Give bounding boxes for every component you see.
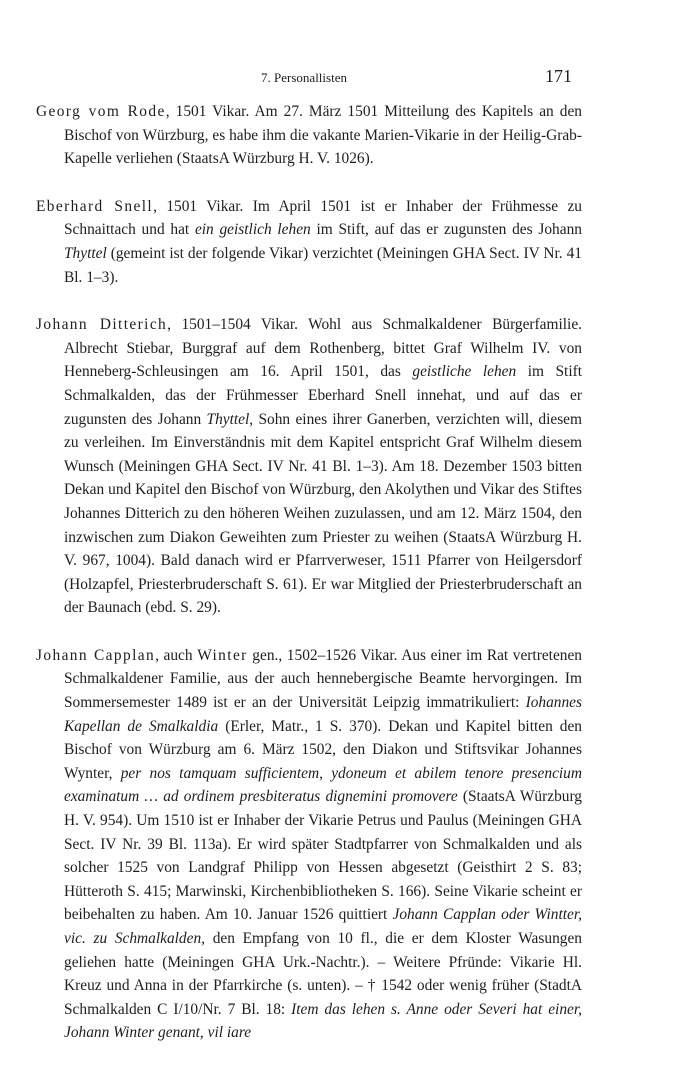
entry-text: (Erler, Matr., 1 S. 370). Dekan und Kapitel bitten den Bischof von Würzburg am 6. März 1502, den Diakon und Stiftsvikar Johannes Wynter,: [64, 717, 583, 782]
entry-text: , 1501 Vikar. Am 27. März 1501 Mitteilung des Kapitels an den Bischof von Würzburg, es habe ihm die vakante Marien-Vikarie in der Heilig-Grab-Kapelle verliehen (StaatsA Würzburg H. V. 1026).: [64, 103, 582, 168]
entry-text: den Empfang von 10 fl., die er dem Kloster Wasungen geliehen hatte (Meiningen GHA Urk.-Nachtr.). – Weitere Pfründe: Vikarie Hl. Kreuz und Anna in der Pfarrkirche (s. unten). – † 1542 oder wenig früher (StadtA Schmalkalden C I/10/Nr. 7 Bl. 18:: [64, 930, 582, 1018]
entry-name: Georg vom Rode: [36, 103, 166, 120]
italic-quote: per nos tamquam sufficientem, ydoneum et abilem tenore presencium examinatum … ad ordinem presbiteratus dignemini promovere: [64, 764, 582, 806]
entry-georg-vom-rode: [36, 100, 582, 171]
entry-name: Johann Capplan: [36, 646, 156, 664]
entry-text: gen., 1502–1526 Vikar. Aus einer im Rat vertretenen Schmalkaldener Familie, aus der auch hennebergische Beamte hervorgingen. Im Sommersemester 1489 ist er an der Universität Leipzig immatrikuliert:: [64, 646, 582, 712]
entry-text: Sohn eines ihrer Ganerben, verzichten will, diesem zu verleihen. Im Einverständnis mit dem Kapitel entspricht Graf Wilhelm diesem Wunsch (Meiningen GHA Sect. IV Nr. 41 Bl. 1–3). Am 18. Dezember 1503 bitten Dekan und Kapitel den Bischof von Würzburg, den Akolythen und Vikar des Stiftes Johannes Ditterich zu den höheren Weihen zuzulassen, und am 12. März 1504, den inzwischen zum Diakon Geweihten zum Priester zu weihen (StaatsA Würzburg H. V. 967, 1004). Bald danach wird er Pfarrverweser, 1511 Pfarrer von Heilgersdorf (Holzapfel, Priesterbruderschaft S. 61). Er war Mitglied der Priesterbruderschaft an der Baunach (ebd. S. 29).: [64, 410, 582, 617]
italic-quote: geistliche lehen: [412, 363, 517, 381]
entry-eberhard-snell: [36, 195, 582, 289]
running-header: 7. Personallisten: [261, 70, 347, 85]
italic-quote: Iohannes Kapellan de Smalkaldia: [64, 694, 582, 735]
italic-quote: Johann Capplan oder Wintter, vic. zu Schmalkalden,: [64, 906, 582, 947]
entry-text: , 1501 Vikar. Im April 1501 ist er Inhaber der Frühmesse zu Schnaittach und hat: [64, 197, 582, 239]
page-number: 171: [545, 66, 572, 86]
italic-quote: ein geistlich lehen: [194, 221, 311, 239]
entry-text: im Stift Schmalkalden, das der Frühmesser Eberhard Snell innehat, und auf das er zugunsten des Johann: [64, 363, 582, 428]
entry-johann-capplan: [36, 644, 582, 1045]
entry-name: Johann Ditterich: [36, 316, 168, 334]
entry-name: Eberhard Snell: [36, 197, 154, 215]
entry-johann-ditterich: [36, 313, 582, 620]
entry-text: , 1501–1504 Vikar. Wohl aus Schmalkaldener Bürgerfamilie. Albrecht Stiebar, Burggraf auf dem Rothenberg, bittet Graf Wilhelm IV. von Henneberg-Schleusingen am 16. April 1501, das: [64, 316, 582, 381]
page-body: [36, 100, 582, 1069]
entry-alias-name: Winter: [197, 646, 248, 664]
italic-quote: Item das lehen s. Anne oder Severi hat einer, Johann Winter genant, vil iare: [64, 1000, 582, 1042]
entry-text: , auch: [155, 646, 198, 664]
italic-name: Thyttel,: [206, 410, 254, 428]
entry-text: (StaatsA Würzburg H. V. 954). Um 1510 ist er Inhaber der Vikarie Petrus und Paulus (Meiningen GHA Sect. IV Nr. 39 Bl. 113a). Er wird später Stadtpfarrer von Schmalkalden und als solcher 1525 von Landgraf Philipp von Hessen abgesetzt (Geisthirt 2 S. 83; Hütteroth S. 415; Marwinski, Kirchenbibliotheken S. 166). Seine Vikarie scheint er beibehalten zu haben. Am 10. Januar 1526 quittiert: [64, 788, 582, 924]
italic-name: Thyttel: [64, 244, 107, 262]
entry-text: (gemeint ist der folgende Vikar) verzichtet (Meiningen GHA Sect. IV Nr. 41 Bl. 1–3).: [64, 244, 582, 286]
entry-text: im Stift, auf das er zugunsten des Johann: [310, 221, 582, 239]
